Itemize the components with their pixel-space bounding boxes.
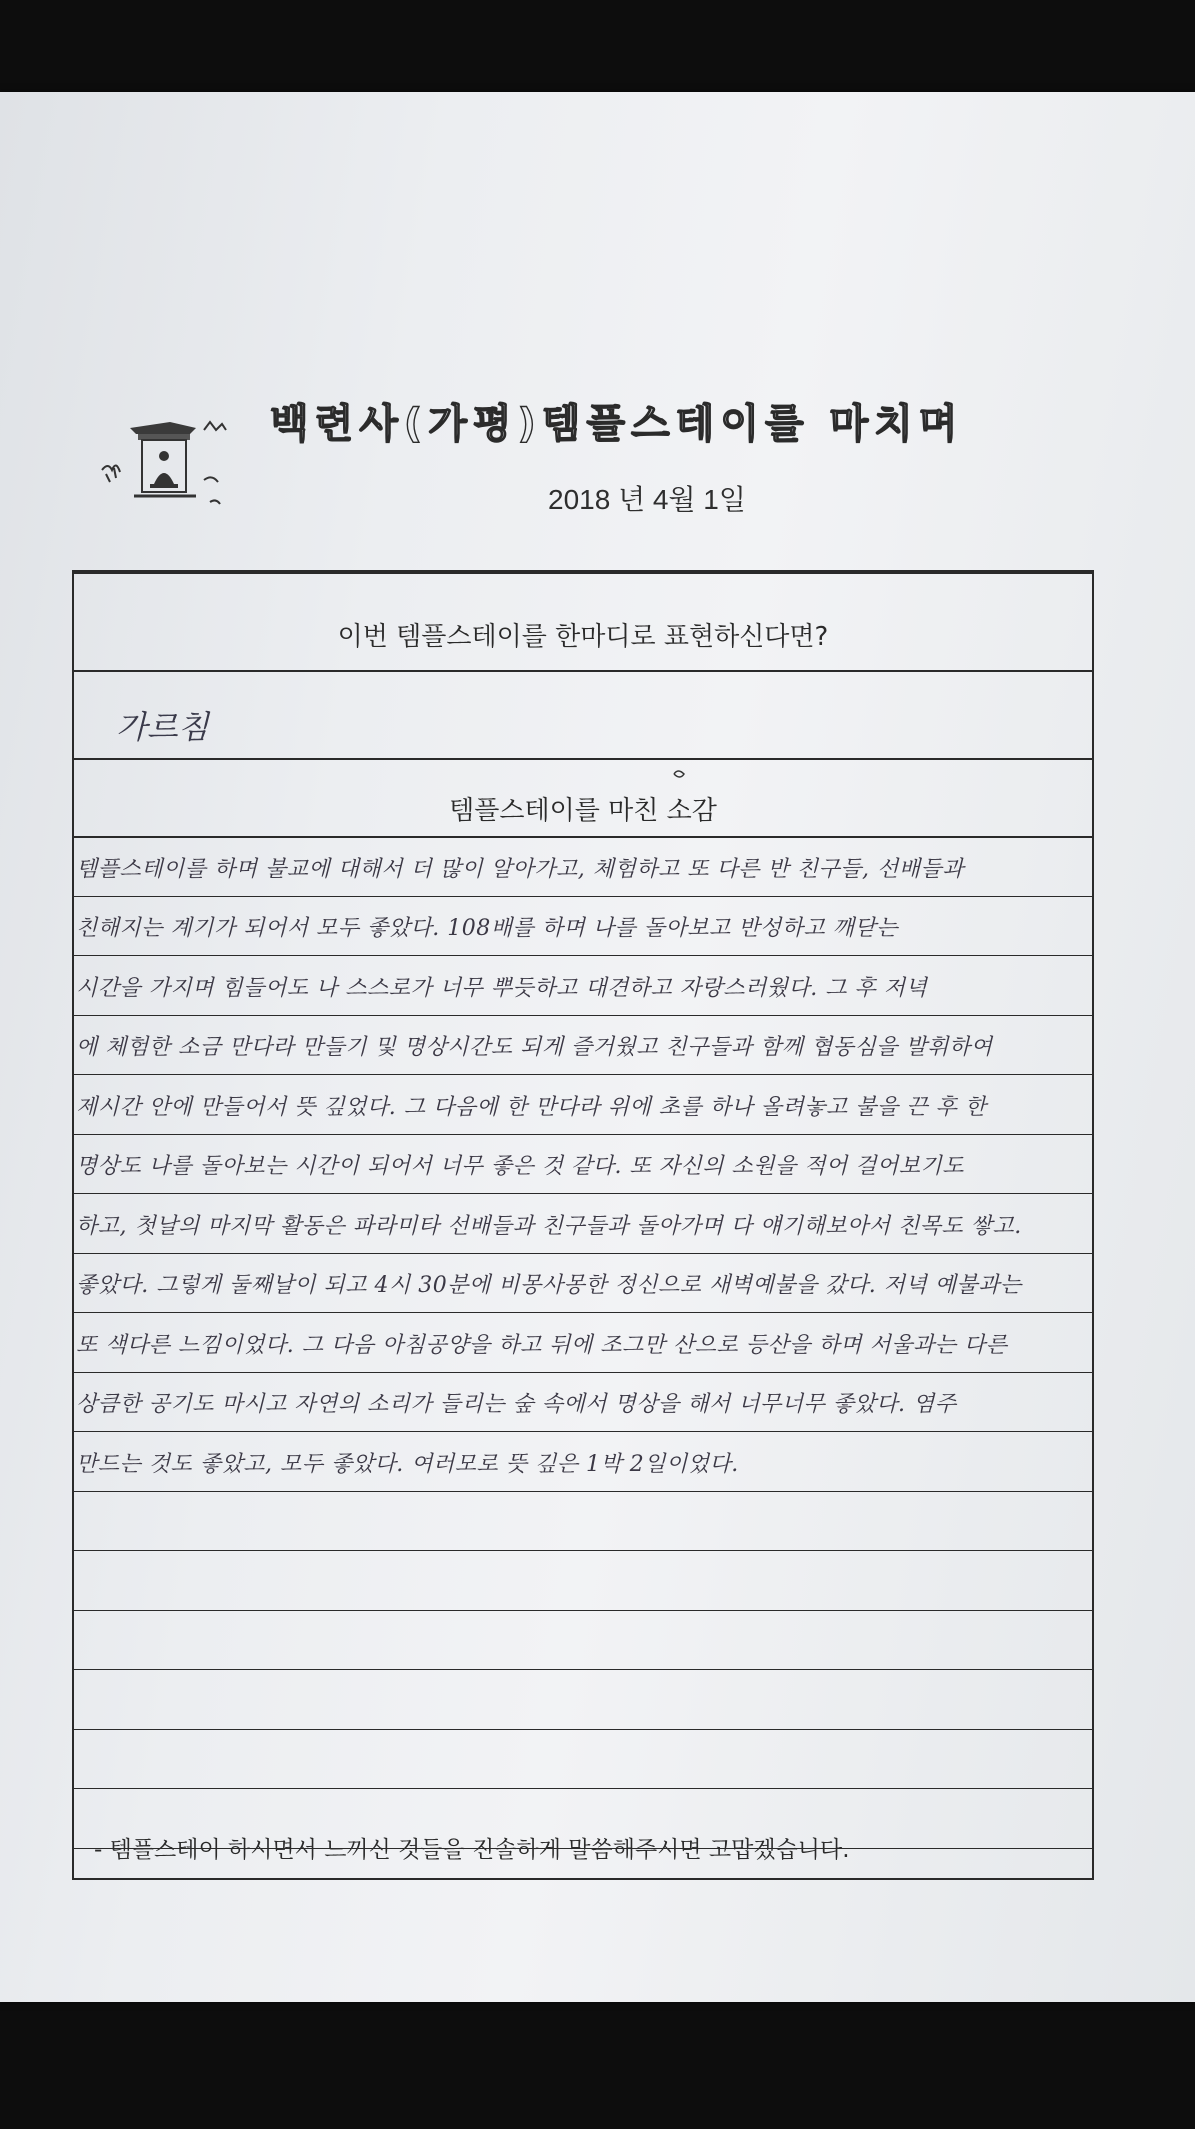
- staple-mark-icon: [672, 768, 686, 782]
- question-divider: [74, 670, 1092, 672]
- section-divider: [74, 836, 1092, 838]
- ruled-line: [74, 1074, 1092, 1075]
- essay-line: 만드는 것도 좋았고, 모두 좋았다. 여러모로 뜻 깊은 1박 2일이었다.: [76, 1451, 739, 1477]
- ruled-line: [74, 1669, 1092, 1670]
- temple-logo-icon: [92, 410, 242, 510]
- ruled-line: [74, 955, 1092, 956]
- essay-line: 제시간 안에 만들어서 뜻 깊었다. 그 다음에 한 만다라 위에 초를 하나 올려놓고 불을 끈 후 한: [76, 1094, 987, 1120]
- answer-one-liner: 가르침: [116, 708, 209, 746]
- ruled-line: [74, 1610, 1092, 1611]
- ruled-line: [74, 1491, 1092, 1492]
- ruled-line: [74, 1550, 1092, 1551]
- ruled-line: [74, 1431, 1092, 1432]
- survey-form: [72, 570, 1094, 1880]
- essay-line: 친해지는 계기가 되어서 모두 좋았다. 108배를 하며 나를 돌아보고 반성하고 깨닫는: [76, 916, 898, 941]
- ruled-line: [74, 1312, 1092, 1313]
- ruled-line: [74, 896, 1092, 897]
- essay-line: 템플스테이를 하며 불교에 대해서 더 많이 알아가고, 체험하고 또 다른 반 친구들, 선배들과: [76, 856, 964, 882]
- ruled-line: [74, 1015, 1092, 1016]
- ruled-line: [74, 1372, 1092, 1373]
- section-title-impressions: 템플스테이를 마친 소감: [449, 796, 717, 826]
- footer-note: - 템플스테이 하시면서 느끼신 것들을 진솔하게 말씀해주시면 고맙겠습니다.: [94, 1837, 850, 1863]
- ruled-line: [74, 1729, 1092, 1730]
- frame-top-rule: [74, 572, 1092, 574]
- essay-line: 또 색다른 느낌이었다. 그 다음 아침공양을 하고 뒤에 조그만 산으로 등산을 하며 서울과는 다른: [76, 1332, 1008, 1358]
- ruled-line: [74, 1134, 1092, 1135]
- essay-line: 에 체험한 소금 만다라 만들기 및 명상시간도 되게 즐거웠고 친구들과 함께 협동심을 발휘하여: [76, 1035, 993, 1060]
- question-one-liner: 이번 템플스테이를 한마디로 표현하신다면?: [337, 622, 829, 652]
- form-date: 2018 년 4월 1일: [548, 484, 746, 515]
- ruled-line: [74, 1788, 1092, 1789]
- ruled-line: [74, 1193, 1092, 1194]
- answer-divider: [74, 758, 1092, 760]
- ruled-line: [74, 1253, 1092, 1254]
- essay-line: 좋았다. 그렇게 둘째날이 되고 4시 30분에 비몽사몽한 정신으로 새벽예불을 갔다. 저녁 예불과는: [76, 1273, 1022, 1298]
- essay-line: 명상도 나를 돌아보는 시간이 되어서 너무 좋은 것 같다. 또 자신의 소원을 적어 걸어보기도: [76, 1154, 964, 1179]
- essay-line: 상큼한 공기도 마시고 자연의 소리가 들리는 숲 속에서 명상을 해서 너무너무 좋았다. 염주: [76, 1392, 957, 1417]
- essay-line: 하고, 첫날의 마지막 활동은 파라미타 선배들과 친구들과 돌아가며 다 얘기해보아서 친목도 쌓고.: [76, 1213, 1022, 1239]
- form-title: 백련사(가평)템플스테이를 마치며: [270, 401, 964, 447]
- essay-line: 시간을 가지며 힘들어도 나 스스로가 너무 뿌듯하고 대견하고 자랑스러웠다. 그 후 저녁: [76, 975, 928, 1001]
